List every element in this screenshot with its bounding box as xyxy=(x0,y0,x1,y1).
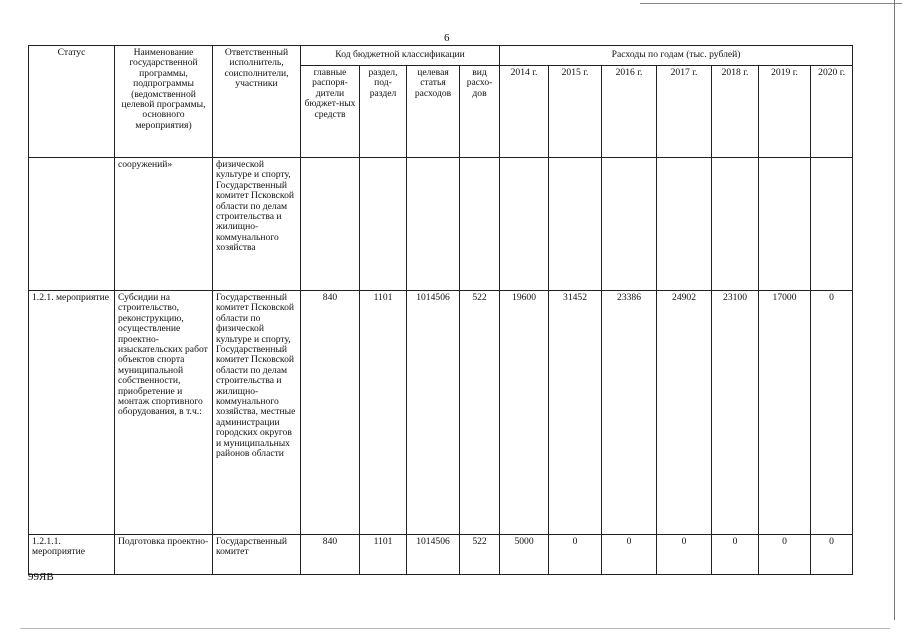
table-row xyxy=(29,158,853,291)
table-row xyxy=(29,535,853,575)
header-year-2019: 2019 г. xyxy=(759,66,811,158)
row-expense-type xyxy=(460,158,500,291)
header-expense-type: вид расхо-дов xyxy=(460,66,500,158)
row-value-2016 xyxy=(602,158,657,291)
header-year-2018: 2018 г. xyxy=(712,66,759,158)
page-number: 6 xyxy=(444,32,450,44)
header-year-2016: 2016 г. xyxy=(602,66,657,158)
row-section xyxy=(360,158,407,291)
row-main-manager: 840 xyxy=(301,535,360,575)
budget-table xyxy=(28,45,853,575)
row-value-2018: 0 xyxy=(712,535,759,575)
document-code: 99ЯВ xyxy=(28,571,54,583)
header-section: раздел, под-раздел xyxy=(360,66,407,158)
row-value-2019 xyxy=(759,158,811,291)
row-value-2020: 0 xyxy=(811,535,853,575)
row-main-manager: 840 xyxy=(301,291,360,535)
row-expense-type: 522 xyxy=(460,291,500,535)
row-value-2015: 0 xyxy=(549,535,602,575)
row-value-2018 xyxy=(712,158,759,291)
header-status: Статус xyxy=(29,46,115,158)
table-row xyxy=(29,291,853,535)
row-name: сооружений» xyxy=(115,158,213,291)
row-main-manager xyxy=(301,158,360,291)
row-value-2017 xyxy=(657,158,712,291)
row-target-article: 1014506 xyxy=(407,291,460,535)
row-value-2014 xyxy=(500,158,549,291)
scan-bottom-line xyxy=(20,628,890,629)
header-executor: Ответственный исполнитель, соисполнители, участники xyxy=(213,46,301,158)
row-expense-type: 522 xyxy=(460,535,500,575)
header-year-2020: 2020 г. xyxy=(811,66,853,158)
row-section: 1101 xyxy=(360,535,407,575)
row-value-2014: 19600 xyxy=(500,291,549,535)
row-value-2019: 0 xyxy=(759,535,811,575)
scan-edge-line xyxy=(640,3,902,4)
header-target-article: целевая статья расходов xyxy=(407,66,460,158)
row-section: 1101 xyxy=(360,291,407,535)
row-status: 1.2.1. мероприятие xyxy=(29,291,115,535)
row-status: 1.2.1.1. мероприятие xyxy=(29,535,115,575)
header-budget-code: Код бюджетной классификации xyxy=(301,46,500,66)
header-main-manager: главные распоря-дители бюджет-ных средств xyxy=(301,66,360,158)
row-executor: Государственный комитет Псковской области по физической культуре и спорту, Государственный комитет Псковской области по делам строительства и жилищно-коммунального хозяйства, местные администрации городских округов и муниципальных районов области xyxy=(213,291,301,535)
row-value-2017: 0 xyxy=(657,535,712,575)
row-value-2016: 0 xyxy=(602,535,657,575)
header-name: Наименование государственной программы, подпрограммы (ведомственной целевой программы, основного мероприятия) xyxy=(115,46,213,158)
header-row-1 xyxy=(29,46,853,66)
header-expenses: Расходы по годам (тыс. рублей) xyxy=(500,46,853,66)
row-value-2018: 23100 xyxy=(712,291,759,535)
row-value-2015 xyxy=(549,158,602,291)
row-value-2015: 31452 xyxy=(549,291,602,535)
header-year-2015: 2015 г. xyxy=(549,66,602,158)
row-status xyxy=(29,158,115,291)
header-year-2014: 2014 г. xyxy=(500,66,549,158)
header-year-2017: 2017 г. xyxy=(657,66,712,158)
row-value-2016: 23386 xyxy=(602,291,657,535)
row-value-2020 xyxy=(811,158,853,291)
row-value-2020: 0 xyxy=(811,291,853,535)
row-target-article: 1014506 xyxy=(407,535,460,575)
row-target-article xyxy=(407,158,460,291)
row-executor: Государственный комитет xyxy=(213,535,301,575)
row-value-2014: 5000 xyxy=(500,535,549,575)
row-value-2019: 17000 xyxy=(759,291,811,535)
row-value-2017: 24902 xyxy=(657,291,712,535)
scan-right-edge xyxy=(894,0,895,620)
row-executor: физической культуре и спорту, Государственный комитет Псковской области по делам строительства и жилищно-коммунального хозяйства xyxy=(213,158,301,291)
row-name: Подготовка проектно- xyxy=(115,535,213,575)
row-name: Субсидии на строительство, реконструкцию, осуществление проектно-изыскательских работ объектов спорта муниципальной собственности, приобретение и монтаж спортивного оборудования, в т.ч.: xyxy=(115,291,213,535)
